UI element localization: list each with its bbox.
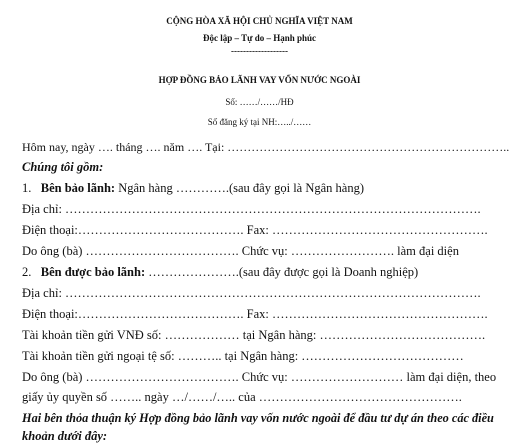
party1-phone-fax: Điện thoại:…………………………………. Fax: ……………………………………………. [22,223,488,237]
party2-phone-fax: Điện thoại:…………………………………. Fax: ……………………………………………. [22,307,488,321]
party1-representative: Do ông (bà) ………………………………. Chức vụ: ……………………. làm đại diện [22,244,459,258]
registration-number: Số đăng ký tại NH:…../…… [207,117,312,127]
party1-name: Ngân hàng ………….(sau đây gọi là Ngân hàng) [115,181,364,195]
party2-address: Địa chỉ: ………………………………………………………………………………………. [22,286,481,300]
party2-authorization: giấy ủy quyền số …….. ngày …/……/….. của …………………………………………. [22,390,462,404]
party2-name-line [22,264,418,280]
national-motto: CỘNG HÒA XÃ HỘI CHỦ NGHĨA VIỆT NAM [166,16,353,26]
date-place-line: Hôm nay, ngày …. tháng …. năm …. Tại: …………………………………………………………….. [22,140,510,154]
parties-heading: Chúng tôi gồm: [22,160,104,174]
party2-fx-account: Tài khoản tiền gửi ngoại tệ số: ……….. tại Ngân hàng: ………………………………… [22,349,464,363]
party1-name-line [22,180,364,196]
agreement-line-1: Hai bên thỏa thuận ký Hợp đồng bảo lãnh vay vốn nước ngoài để đầu tư dự án theo các điều [22,411,494,425]
agreement-line-2: khoản dưới đây: [22,429,108,443]
party2-label: Bên được bảo lãnh: [40,265,146,279]
party1-index: 1. [22,181,32,195]
header-separator: ------------------- [231,46,288,56]
party2-representative: Do ông (bà) ………………………………. Chức vụ: ……………………… làm đại diện, theo [22,370,497,384]
party2-vnd-account: Tài khoản tiền gửi VNĐ số: ……………… tại Ngân hàng: …………………………………. [22,328,486,342]
motto-subtitle: Độc lập – Tự do – Hạnh phúc [202,33,317,43]
party1-address: Địa chỉ: ………………………………………………………………………………………. [22,202,481,216]
party2-index: 2. [22,265,32,279]
contract-title: HỢP ĐỒNG BẢO LÃNH VAY VỐN NƯỚC NGOÀI [158,75,361,85]
party2-name: ………………….(sau đây được gọi là Doanh nghiệp) [145,265,419,279]
party1-label: Bên bảo lãnh: [40,181,116,195]
contract-number: Số: ……/……/HĐ [225,97,294,107]
